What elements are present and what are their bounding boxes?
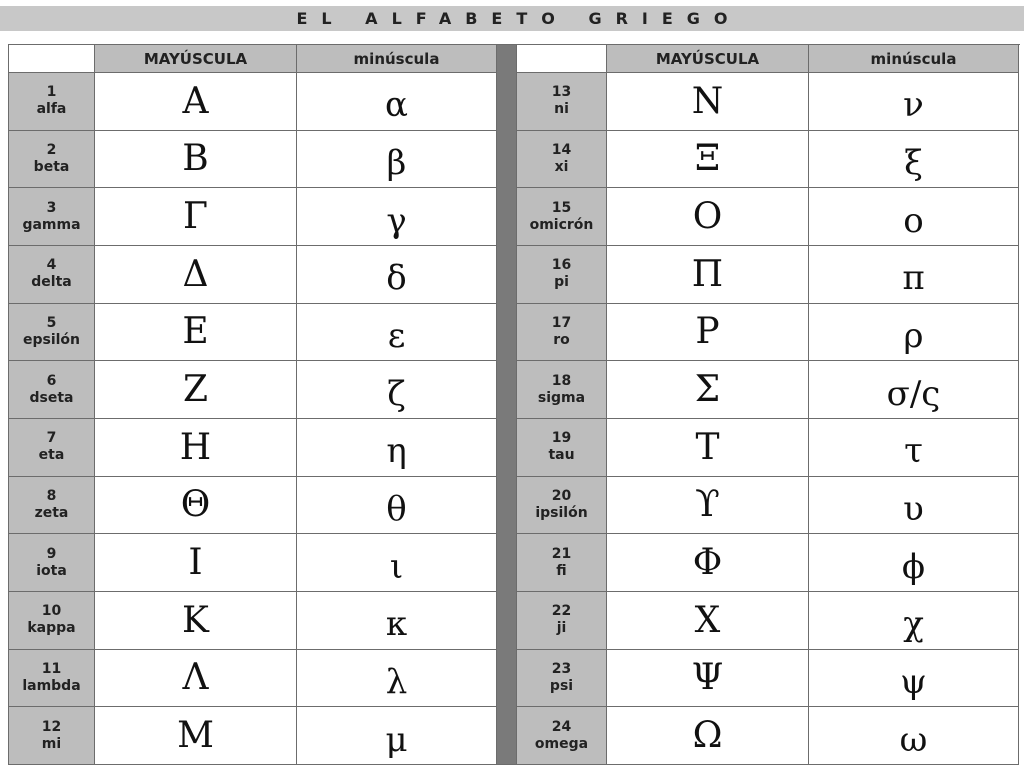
uppercase-letter: Φ (607, 534, 809, 592)
letter-number: 12 (41, 718, 62, 735)
letter-name: dseta (29, 389, 74, 406)
letter-label (517, 477, 607, 535)
letter-label (517, 188, 607, 246)
letter-number: 6 (46, 372, 57, 389)
header-uppercase-right: MAYÚSCULA (607, 45, 809, 73)
letter-label (517, 361, 607, 419)
column-separator (497, 45, 517, 765)
uppercase-letter: Τ (607, 419, 809, 477)
lowercase-letter: η (297, 419, 497, 477)
letter-number: 4 (46, 257, 57, 274)
lowercase-letter: χ (809, 592, 1019, 650)
letter-name: alfa (36, 101, 67, 118)
letter-name: mi (41, 735, 62, 752)
letter-label (9, 361, 95, 419)
letter-label (9, 707, 95, 765)
letter-number: 9 (46, 545, 57, 562)
uppercase-letter: Μ (95, 707, 297, 765)
letter-label (517, 707, 607, 765)
lowercase-letter: μ (297, 707, 497, 765)
letter-name: epsilón (22, 331, 81, 348)
lowercase-letter: ζ (297, 361, 497, 419)
lowercase-letter: π (809, 246, 1019, 304)
letter-label (9, 188, 95, 246)
letter-name: ipsilón (535, 504, 588, 521)
uppercase-letter: Ζ (95, 361, 297, 419)
uppercase-letter: Δ (95, 246, 297, 304)
lowercase-letter: ϕ (809, 534, 1019, 592)
letter-label (9, 592, 95, 650)
header-uppercase-left: MAYÚSCULA (95, 45, 297, 73)
uppercase-letter: Π (607, 246, 809, 304)
uppercase-letter: Ο (607, 188, 809, 246)
uppercase-letter: Β (95, 131, 297, 189)
lowercase-letter: ο (809, 188, 1019, 246)
letter-name: omega (534, 735, 589, 752)
uppercase-letter: Ε (95, 304, 297, 362)
letter-name: beta (33, 158, 70, 175)
letter-name: sigma (537, 389, 586, 406)
lowercase-letter: λ (297, 650, 497, 708)
lowercase-letter: τ (809, 419, 1019, 477)
lowercase-letter: β (297, 131, 497, 189)
letter-number: 14 (551, 141, 572, 158)
letter-number: 13 (551, 84, 572, 101)
uppercase-letter: Ψ (607, 650, 809, 708)
uppercase-letter: Ν (607, 73, 809, 131)
letter-label (9, 477, 95, 535)
letter-number: 16 (551, 257, 572, 274)
lowercase-letter: δ (297, 246, 497, 304)
letter-label (517, 131, 607, 189)
letter-label (517, 650, 607, 708)
letter-name: ro (553, 331, 570, 348)
letter-label (517, 592, 607, 650)
header-corner-right (517, 45, 607, 73)
letter-number: 19 (551, 430, 572, 447)
letter-label (9, 534, 95, 592)
letter-name: eta (38, 447, 65, 464)
letter-number: 18 (551, 372, 572, 389)
letter-number: 17 (551, 314, 572, 331)
letter-number: 24 (551, 718, 572, 735)
uppercase-letter: Χ (607, 592, 809, 650)
alphabet-table (8, 44, 1020, 765)
letter-label (9, 419, 95, 477)
uppercase-letter: Ρ (607, 304, 809, 362)
uppercase-letter: Ω (607, 707, 809, 765)
letter-name: gamma (22, 216, 81, 233)
letter-number: 5 (46, 314, 57, 331)
title-bar (0, 6, 1024, 31)
letter-number: 21 (551, 545, 572, 562)
letter-label (9, 246, 95, 304)
letter-number: 10 (41, 603, 62, 620)
letter-name: fi (556, 562, 567, 579)
letter-number: 3 (46, 199, 57, 216)
letter-name: psi (549, 677, 574, 694)
letter-label (9, 304, 95, 362)
uppercase-letter: ϒ (607, 477, 809, 535)
letter-label (9, 650, 95, 708)
letter-label (517, 73, 607, 131)
letter-number: 23 (551, 660, 572, 677)
uppercase-letter: Γ (95, 188, 297, 246)
uppercase-letter: Ι (95, 534, 297, 592)
letter-label (9, 73, 95, 131)
letter-name: omicrón (529, 216, 594, 233)
letter-label (517, 304, 607, 362)
letter-label (9, 131, 95, 189)
letter-name: kappa (27, 620, 76, 637)
uppercase-letter: Λ (95, 650, 297, 708)
lowercase-letter: σ/ς (809, 361, 1019, 419)
uppercase-letter: Α (95, 73, 297, 131)
lowercase-letter: υ (809, 477, 1019, 535)
uppercase-letter: Κ (95, 592, 297, 650)
letter-name: iota (36, 562, 67, 579)
lowercase-letter: ψ (809, 650, 1019, 708)
letter-label (517, 534, 607, 592)
header-corner-left (9, 45, 95, 73)
letter-name: ji (556, 620, 567, 637)
lowercase-letter: ρ (809, 304, 1019, 362)
lowercase-letter: θ (297, 477, 497, 535)
letter-name: tau (548, 447, 575, 464)
uppercase-letter: Η (95, 419, 297, 477)
page-title: EL ALFABETO GRIEGO (296, 9, 742, 28)
letter-name: delta (31, 274, 72, 291)
letter-name: lambda (22, 677, 81, 694)
lowercase-letter: ω (809, 707, 1019, 765)
lowercase-letter: ε (297, 304, 497, 362)
uppercase-letter: Ξ (607, 131, 809, 189)
letter-number: 7 (46, 430, 57, 447)
letter-number: 15 (551, 199, 572, 216)
uppercase-letter: Σ (607, 361, 809, 419)
letter-number: 1 (46, 84, 57, 101)
letter-number: 22 (551, 603, 572, 620)
letter-name: xi (554, 158, 569, 175)
lowercase-letter: α (297, 73, 497, 131)
letter-label (517, 419, 607, 477)
letter-name: ni (554, 101, 569, 118)
letter-name: pi (554, 274, 569, 291)
uppercase-letter: Θ (95, 477, 297, 535)
letter-name: zeta (34, 504, 69, 521)
letter-number: 8 (46, 487, 57, 504)
letter-number: 11 (41, 660, 62, 677)
lowercase-letter: ι (297, 534, 497, 592)
lowercase-letter: γ (297, 188, 497, 246)
lowercase-letter: ξ (809, 131, 1019, 189)
letter-label (517, 246, 607, 304)
header-lowercase-left: minúscula (297, 45, 497, 73)
lowercase-letter: κ (297, 592, 497, 650)
lowercase-letter: ν (809, 73, 1019, 131)
header-lowercase-right: minúscula (809, 45, 1019, 73)
letter-number: 2 (46, 141, 57, 158)
letter-number: 20 (551, 487, 572, 504)
